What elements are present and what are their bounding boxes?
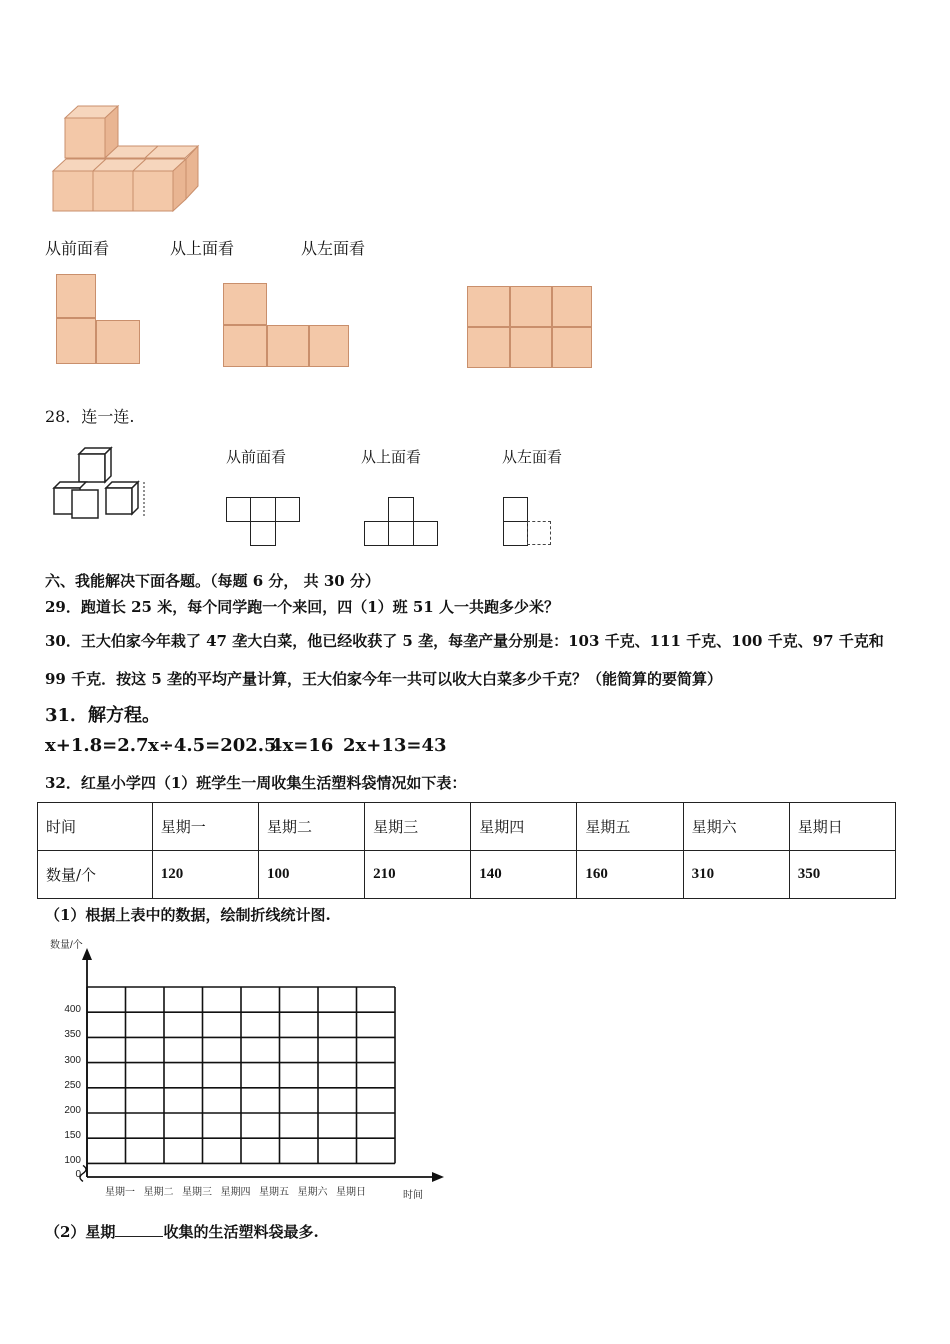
- q32-sub2-suffix: 收集的生活塑料袋最多.: [163, 1223, 319, 1241]
- front-view-shape: [56, 274, 142, 366]
- q30-line2: 99 千克．按这 5 垄的平均产量计算，王大伯家今年一共可以收大白菜多少千克？（能简算的要简算）: [45, 670, 722, 688]
- q28-view-b-cell: [388, 521, 414, 546]
- table-header-cell: 星期三: [365, 803, 471, 851]
- section6-title: 六、我能解决下面各题。（每题 6 分， 共 30 分）: [45, 572, 380, 590]
- top-view-cell: [309, 325, 349, 367]
- left-view-cell: [510, 327, 552, 368]
- table-cell: 100: [258, 851, 364, 899]
- table-cell: 160: [577, 851, 683, 899]
- table-cell: 210: [365, 851, 471, 899]
- q30-line1: 30．王大伯家今年栽了 47 垄大白菜，他已经收获了 5 垄，每垄产量分别是：103 千克、111 千克、100 千克、97 千克和: [45, 632, 884, 650]
- table-row: [38, 803, 896, 851]
- left-view-cell: [467, 286, 510, 327]
- q32-data-table: [37, 802, 896, 899]
- left-view-shape: [467, 286, 593, 368]
- y-axis-arrow: [82, 948, 92, 960]
- chart-x-tick-label: 星期一: [105, 1187, 135, 1198]
- chart-y-axis-label: 数量/个: [50, 940, 83, 951]
- q32-sub2-prefix: （2）星期: [45, 1223, 116, 1241]
- q28-view-c-cell: [503, 521, 528, 546]
- q31-equation: x÷4.5=202.5: [148, 735, 277, 756]
- blank-line-chart: [40, 930, 460, 1210]
- cube-stack-drawing: [50, 104, 205, 214]
- q28-label-top: 从上面看: [361, 448, 422, 466]
- table-header-cell: 星期六: [683, 803, 789, 851]
- q28-label-left: 从左面看: [502, 448, 563, 466]
- q28-title: 28．连一连.: [45, 407, 135, 426]
- top-view-cell: [223, 325, 267, 367]
- chart-y-tick-label: 300: [64, 1054, 81, 1066]
- table-header-cell: 时间: [38, 803, 153, 851]
- view-label-front: 从前面看: [45, 239, 110, 258]
- left-view-cell: [552, 286, 592, 327]
- left-view-cell: [467, 327, 510, 368]
- table-header-cell: 星期四: [471, 803, 577, 851]
- q28-solid-drawing: [52, 446, 148, 524]
- view-label-left: 从左面看: [301, 239, 366, 258]
- chart-y-tick-label: 150: [64, 1130, 81, 1142]
- q28-view-c-dashed-cell: [527, 521, 551, 545]
- top-view-cell: [267, 325, 309, 367]
- top-view-shape: [223, 283, 351, 369]
- q32-sub1: （1）根据上表中的数据，绘制折线统计图.: [45, 906, 331, 924]
- q28-view-c-cell: [503, 497, 528, 522]
- cube-stack-figure: [50, 104, 205, 214]
- left-view-cell: [510, 286, 552, 327]
- front-view-cell: [56, 274, 96, 318]
- chart-y-tick-label: 350: [64, 1029, 81, 1041]
- chart-y-tick-label: 400: [64, 1004, 81, 1016]
- q28-view-a-cell: [250, 497, 276, 522]
- x-axis-arrow: [432, 1172, 444, 1182]
- q28-label-front: 从前面看: [226, 448, 287, 466]
- chart-y-tick-label: 200: [64, 1105, 81, 1116]
- table-cell: 310: [683, 851, 789, 899]
- front-view-cell: [96, 320, 140, 364]
- q28-view-a: [226, 497, 302, 547]
- table-header-cell: 星期二: [258, 803, 364, 851]
- q28-view-a-cell: [226, 497, 251, 522]
- q28-view-b-cell: [413, 521, 438, 546]
- q28-solid-figure: [52, 446, 148, 524]
- chart-y-tick-label: 100: [64, 1155, 81, 1167]
- q28-view-a-cell: [250, 521, 276, 546]
- q31-title: 31．解方程。: [45, 705, 161, 726]
- q32-sub2: [45, 1221, 319, 1242]
- view-label-top: 从上面看: [170, 239, 235, 258]
- table-cell: 140: [471, 851, 577, 899]
- answer-blank[interactable]: [115, 1222, 163, 1237]
- q32-title: 32．红星小学四（1）班学生一周收集生活塑料袋情况如下表：: [45, 774, 467, 792]
- q28-view-b: [364, 497, 440, 547]
- chart-y-tick-label: 0: [75, 1169, 81, 1180]
- table-header-cell: 星期五: [577, 803, 683, 851]
- table-cell: 350: [789, 851, 895, 899]
- chart-svg: [40, 930, 460, 1210]
- q31-equation: 4x=16: [270, 735, 334, 756]
- table-row-label: 数量/个: [38, 851, 153, 899]
- chart-x-axis-label: 时间: [403, 1190, 423, 1201]
- top-view-cell: [223, 283, 267, 325]
- q31-equation: x+1.8=2.7: [45, 735, 149, 756]
- chart-x-tick-label: 星期五: [259, 1187, 289, 1198]
- front-view-cell: [56, 318, 96, 364]
- chart-x-tick-label: 星期四: [220, 1187, 251, 1198]
- q28-view-c: [503, 497, 553, 547]
- table-header-cell: 星期一: [152, 803, 258, 851]
- q28-view-a-cell: [275, 497, 300, 522]
- table-row: [38, 851, 896, 899]
- table-header-cell: 星期日: [789, 803, 895, 851]
- q31-equation: 2x+13=43: [343, 735, 447, 756]
- table-cell: 120: [152, 851, 258, 899]
- left-view-cell: [552, 327, 592, 368]
- chart-x-tick-label: 星期二: [143, 1187, 174, 1198]
- chart-x-tick-label: 星期三: [182, 1187, 212, 1198]
- q29-text: 29．跑道长 25 米，每个同学跑一个来回，四（1）班 51 人一共跑多少米？: [45, 598, 559, 616]
- chart-x-tick-label: 星期六: [297, 1187, 328, 1198]
- q28-view-b-cell: [364, 521, 389, 546]
- chart-y-tick-label: 250: [64, 1079, 81, 1091]
- q28-view-b-cell: [388, 497, 414, 522]
- chart-x-tick-label: 星期日: [336, 1187, 366, 1198]
